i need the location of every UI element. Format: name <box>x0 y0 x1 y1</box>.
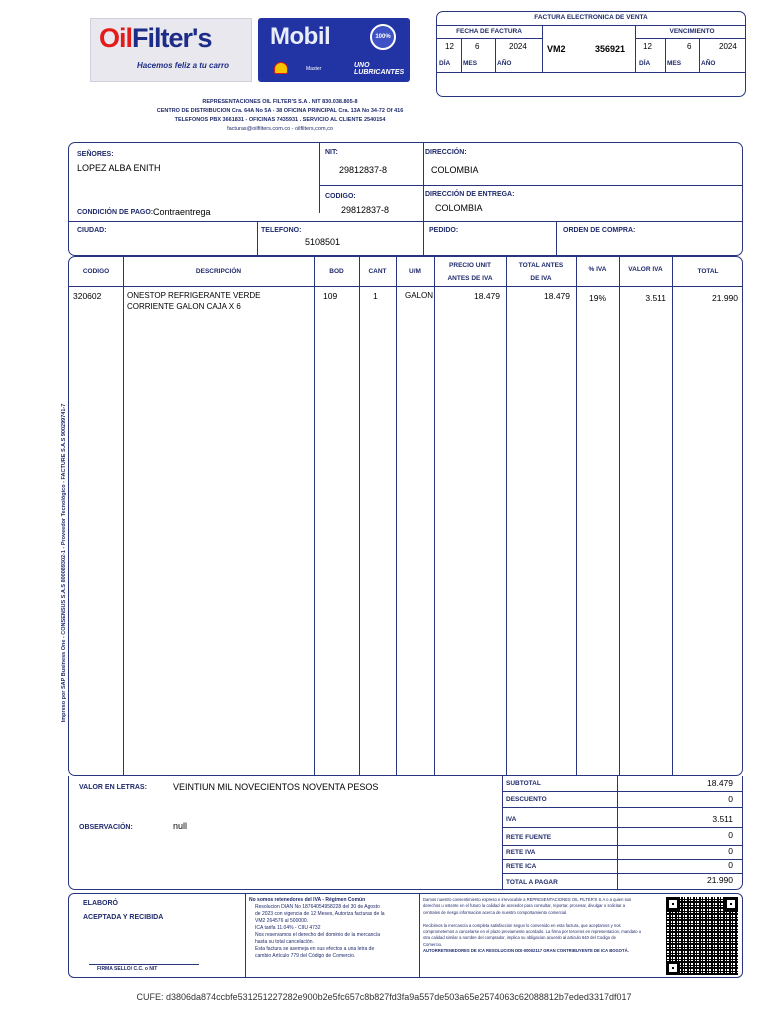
observacion: null <box>173 821 188 831</box>
client-direccion: COLOMBIA <box>431 165 479 175</box>
legal-mid-line: ICA tarifa 11.04% - CIIU 4732 <box>255 925 321 931</box>
iva-value: 3.511 <box>712 814 733 824</box>
company-line-3: TELEFONOS PBX 3661831 - OFICINAS 7435931 . SERVICIO AL CLIENTE 2540154 <box>174 117 386 123</box>
company-line-2: CENTRO DE DISTRIBUCION Cra. 64A No 5A - 38 OFICINA PRINCIPAL Cra. 13A No 34-72 Of 416 <box>156 108 404 114</box>
oil-filters-brand <box>99 23 211 54</box>
fecha-dia: 12 <box>445 42 454 51</box>
legal-right-line: Recibimos la mercancía a completa satisfaccion segun lo convenido en esta factura, que aceptamos y nos <box>423 922 621 928</box>
subtotal-value: 18.479 <box>707 778 733 788</box>
total-row-rete-fuente <box>502 828 743 846</box>
condicion-pago-label: CONDICIÓN DE PAGO: <box>77 209 154 216</box>
rete-iva-label: RETE IVA <box>506 849 536 856</box>
condicion-pago: Contraentrega <box>153 207 211 217</box>
row-bod: 109 <box>323 291 338 301</box>
venc-mes: 6 <box>687 42 692 51</box>
invoice-prefix: VM2 <box>547 44 566 54</box>
side-print-text: Impreso por SAP Business One - CONSENSUS S.A.S 800089302-1 - Proveedor Tecnológico - FACTURE S.A.S 900299741-7 <box>61 403 67 723</box>
fecha-mes-label: MES <box>463 60 478 67</box>
legal-mid-line: VM2 264576 al 500000. <box>255 918 309 924</box>
fecha-anio-label: AÑO <box>497 60 512 67</box>
row-descripcion-1: ONESTOP REFRIGERANTE VERDE <box>127 291 261 300</box>
legal-right-line: otra calidad similar a nombre del comprador, implica su obligacion acuerdo al articulo 640 del Codigo de <box>423 935 616 941</box>
invoice-header-box <box>436 11 746 97</box>
company-email: facturas@oilfilters.com.co - oilfilters,com,co <box>227 126 333 132</box>
iva-label: IVA <box>506 816 517 823</box>
rete-fuente-value: 0 <box>728 830 733 840</box>
col-bod: BOD <box>329 268 344 275</box>
fecha-mes: 6 <box>475 42 480 51</box>
descuento-value: 0 <box>728 794 733 804</box>
row-valor-iva: 3.511 <box>645 293 666 303</box>
company-line-1: REPRESENTACIONES OIL FILTER'S S.A . NIT 830.038.805-8 <box>202 99 358 105</box>
oil-filters-logo <box>90 18 252 82</box>
client-telefono: 5108501 <box>305 237 341 247</box>
rete-fuente-label: RETE FUENTE <box>506 834 552 841</box>
brand-filters: Filter's <box>132 23 212 53</box>
total-pagar-value: 21.990 <box>707 875 733 885</box>
descuento-label: DESCUENTO <box>506 796 547 803</box>
valor-letras-label: VALOR EN LETRAS: <box>79 784 147 791</box>
client-name: LOPEZ ALBA ENITH <box>77 163 161 173</box>
invoice-number: 356921 <box>595 44 626 54</box>
pedido-label: PEDIDO: <box>429 227 459 234</box>
venc-mes-label: MES <box>667 60 682 67</box>
legal-mid-line: de 2023 con vigencia de 12 Meses, Autoriza facturas de la <box>255 911 385 917</box>
legal-mid-line: Resolucion DIAN No 18764054958228 del 30 de Agosto <box>255 904 380 910</box>
legal-right <box>423 897 663 955</box>
brand-oil: Oil <box>99 23 133 53</box>
qr-code-icon <box>666 897 738 975</box>
client-nit: 29812837-8 <box>339 165 388 175</box>
legal-mid-line: No somos retenedores del IVA - Régimen Común <box>249 897 366 903</box>
legal-right-line: AUTORRETENEDORES DE ICA RESOLUCION DDI-00002117 GRAN CONTRIBUYENTE DE ICA BOGOTÁ. <box>423 948 629 954</box>
shell-icon <box>274 62 288 74</box>
mobil-brand: Mobil <box>270 23 331 50</box>
total-row-iva <box>502 808 743 828</box>
codigo-label: CODIGO: <box>325 193 356 200</box>
fecha-dia-label: DÍA <box>439 60 451 67</box>
total-row-descuento <box>502 792 743 808</box>
legal-right-line: Damos nuestro consentimiento expreso e irrevocable a REPRESENTACIONES OIL FILTER'S S.A o a quien sus <box>423 897 632 902</box>
company-info <box>60 98 500 134</box>
nit-label: NIT: <box>325 149 338 156</box>
direccion-entrega-label: DIRECCIÓN DE ENTREGA: <box>425 191 515 198</box>
col-precio-2: ANTES DE IVA <box>447 275 493 282</box>
total-row-rete-ica <box>502 860 743 874</box>
venc-dia-label: DÍA <box>639 60 651 67</box>
items-table <box>68 256 743 776</box>
legal-right-line: centrales de riesgo informacion acerca de nuestro comportamiento comercial. <box>423 909 568 915</box>
rete-iva-value: 0 <box>728 846 733 856</box>
telefono-label: TELEFONO: <box>261 227 302 234</box>
subtotal-label: SUBTOTAL <box>506 780 541 787</box>
uno-lubricantes-label: UNO LUBRICANTES <box>354 62 405 76</box>
observacion-label: OBSERVACIÓN: <box>79 824 133 831</box>
direccion-label: DIRECCIÓN: <box>425 149 467 156</box>
col-um: U/M <box>409 268 421 275</box>
venc-dia: 12 <box>643 42 652 51</box>
vencimiento-label: VENCIMIENTO <box>669 28 715 35</box>
col-total: TOTAL <box>697 268 719 275</box>
invoice-title: FACTURA ELECTRONICA DE VENTA <box>534 14 648 21</box>
col-pct-iva: % IVA <box>588 266 607 273</box>
rete-ica-label: RETE ICA <box>506 863 537 870</box>
senores-label: SEÑORES: <box>77 151 114 158</box>
col-total-antes-1: TOTAL ANTES <box>518 262 564 269</box>
row-descripcion-2: CORRIENTE GALON CAJA X 6 <box>127 302 241 311</box>
legal-right-line: derechos u ostente en el futuro la calidad de acreedor para consultar, reportar, procesar, divulgar o solicitar a <box>423 903 626 909</box>
venc-anio-label: AÑO <box>701 60 716 67</box>
footer-box <box>68 893 743 978</box>
row-precio: 18.479 <box>474 291 500 301</box>
fecha-anio: 2024 <box>509 42 527 51</box>
row-cant: 1 <box>373 291 378 301</box>
quality-badge-icon: 100% <box>370 24 396 50</box>
firma-label: FIRMA SELLO/ C.C. o NIT <box>97 966 158 972</box>
row-codigo: 320602 <box>73 291 102 301</box>
col-cant: CANT <box>368 268 387 275</box>
mobil-logo <box>258 18 410 82</box>
aceptada-label: ACEPTADA Y RECIBIDA <box>83 914 164 921</box>
orden-compra-label: ORDEN DE COMPRA: <box>563 227 636 234</box>
valor-letras: VEINTIUN MIL NOVECIENTOS NOVENTA PESOS <box>173 782 379 792</box>
col-total-antes-2: DE IVA <box>530 275 552 282</box>
client-info-box <box>68 142 743 256</box>
legal-right-line: comprometemos a cancelarse en el plazo previamente acordado. La firma por terceros en representacion, mandato u <box>423 929 642 935</box>
legal-mid <box>249 897 417 960</box>
total-row-rete-iva <box>502 846 743 860</box>
total-row-subtotal <box>502 776 743 792</box>
master-label: Master <box>306 66 322 72</box>
slogan: Hacemos feliz a tu carro <box>137 61 230 70</box>
row-pct-iva: 19% <box>588 293 606 303</box>
col-codigo: CODIGO <box>82 268 110 275</box>
total-row-total-pagar <box>502 874 743 890</box>
cufe-code: CUFE: d3806da874ccbfe531251227282e900b2e5fc657c8b827fd3fa9a557de503a65e2574063c62088812b7eded3317df017 <box>136 992 632 1002</box>
client-direccion-entrega: COLOMBIA <box>435 203 483 213</box>
row-total: 21.990 <box>712 293 738 303</box>
rete-ica-value: 0 <box>728 860 733 870</box>
row-um: GALON <box>405 291 434 300</box>
legal-mid-line: hasta su total cancelación. <box>255 939 314 945</box>
legal-right-line: Comercio. <box>423 941 443 947</box>
venc-anio: 2024 <box>719 42 737 51</box>
ciudad-label: CIUDAD: <box>77 227 107 234</box>
col-valor-iva: VALOR IVA <box>628 266 663 273</box>
fecha-factura-label: FECHA DE FACTURA <box>456 28 522 35</box>
total-pagar-label: TOTAL A PAGAR <box>506 879 558 886</box>
client-codigo: 29812837-8 <box>341 205 390 215</box>
legal-mid-line: cambio Artículo 779 del Código de Comercio. <box>255 953 356 959</box>
legal-mid-line: Esta factura se asemeja en sus efectos a una letra de <box>255 946 375 952</box>
col-precio-1: PRECIO UNIT <box>449 262 491 269</box>
row-total-antes: 18.479 <box>544 291 570 301</box>
legal-mid-line: Nos reservamos el derecho del dominio de la mercancía <box>255 932 381 938</box>
col-descripcion: DESCRIPCIÓN <box>195 268 242 275</box>
elaboro-label: ELABORÓ <box>83 900 118 907</box>
